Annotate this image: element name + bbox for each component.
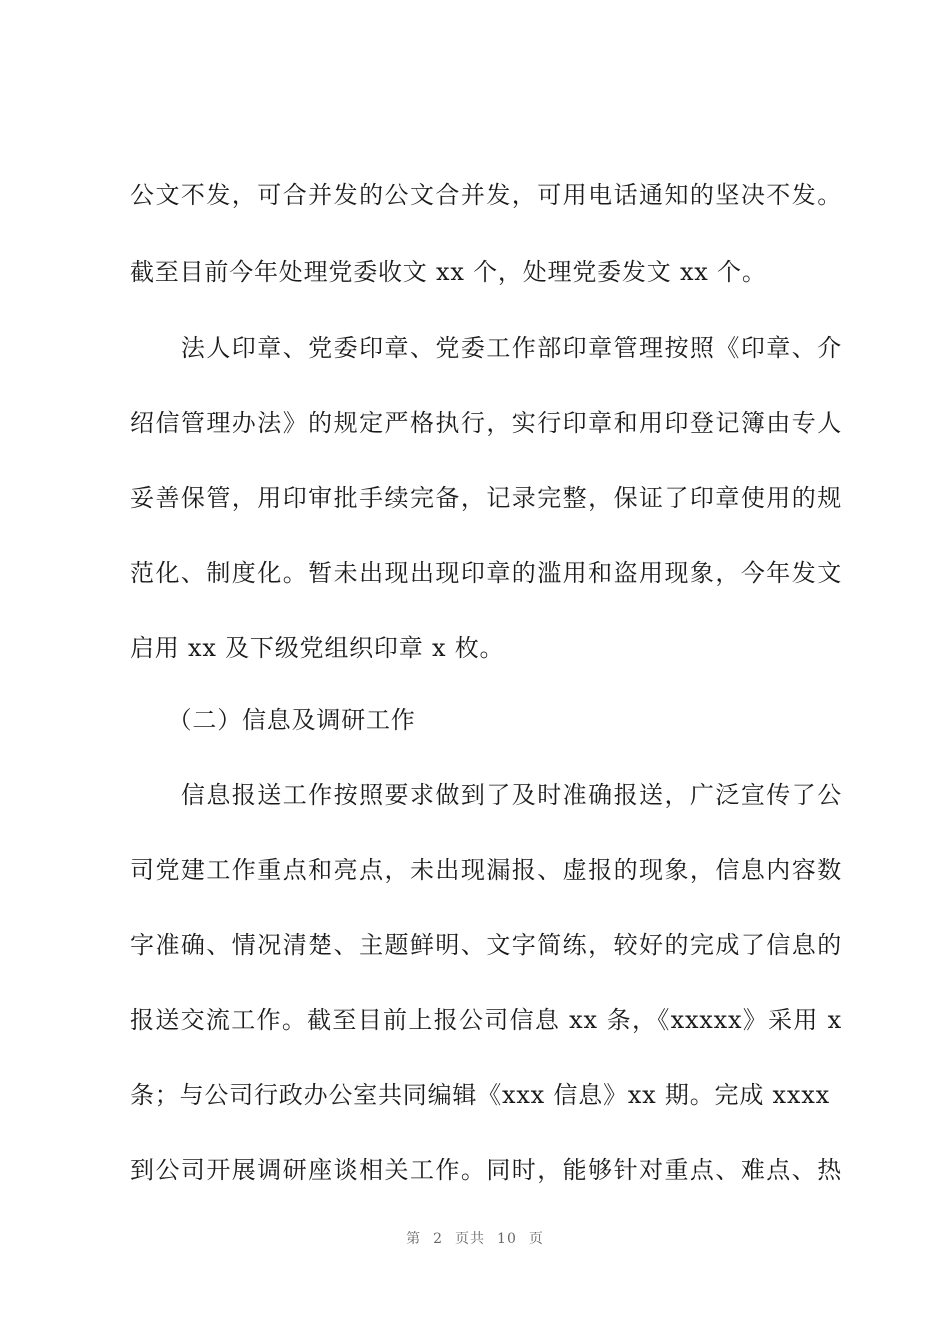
paragraph-line: 启用 xx 及下级党组织印章 x 枚。 bbox=[130, 634, 505, 662]
paragraph-line: 司党建工作重点和亮点，未出现漏报、虚报的现象，信息内容数 bbox=[130, 856, 842, 884]
page-footer bbox=[0, 1228, 950, 1248]
paragraph-line: 法人印章、党委印章、党委工作部印章管理按照《印章、介 bbox=[130, 334, 842, 362]
footer-suffix: 页 bbox=[528, 1231, 544, 1247]
paragraph-line: 条；与公司行政办公室共同编辑《xxx 信息》xx 期。完成 xxxx bbox=[130, 1081, 830, 1109]
paragraph-line: 截至目前今年处理党委收文 xx 个，处理党委发文 xx 个。 bbox=[130, 258, 767, 286]
footer-total-pages: 10 bbox=[497, 1231, 517, 1247]
paragraph-line: 绍信管理办法》的规定严格执行，实行印章和用印登记簿由专人 bbox=[130, 409, 842, 437]
footer-middle: 页共 bbox=[455, 1231, 486, 1247]
paragraph-line: 报送交流工作。截至目前上报公司信息 xx 条，《xxxxx》采用 x bbox=[130, 1006, 842, 1034]
section-heading: （二）信息及调研工作 bbox=[130, 706, 416, 734]
paragraph-line: 范化、制度化。暂未出现出现印章的滥用和盗用现象，今年发文 bbox=[130, 559, 842, 587]
paragraph-line: 妥善保管，用印审批手续完备，记录完整，保证了印章使用的规 bbox=[130, 484, 842, 512]
paragraph-line: 公文不发，可合并发的公文合并发，可用电话通知的坚决不发。 bbox=[130, 181, 842, 209]
footer-page-number: 2 bbox=[433, 1231, 444, 1247]
paragraph-line: 信息报送工作按照要求做到了及时准确报送，广泛宣传了公 bbox=[130, 781, 842, 809]
footer-prefix: 第 bbox=[406, 1231, 422, 1247]
paragraph-line: 字准确、情况清楚、主题鲜明、文字简练，较好的完成了信息的 bbox=[130, 931, 842, 959]
paragraph-line: 到公司开展调研座谈相关工作。同时，能够针对重点、难点、热 bbox=[130, 1156, 842, 1184]
